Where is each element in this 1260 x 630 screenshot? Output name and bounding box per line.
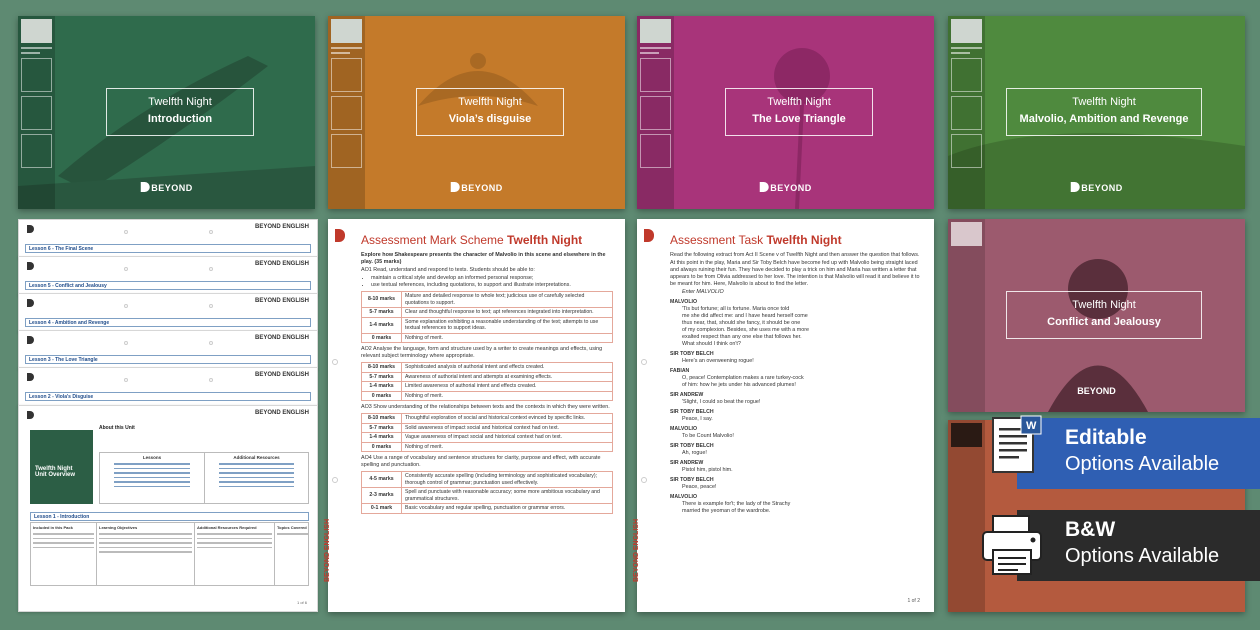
lesson1-table: Included in this Pack Learning Objectives Additional Resources Required Topics Covered xyxy=(30,522,309,586)
lesson-card[interactable]: BEYOND ENGLISH Lesson 3 - The Love Triangle xyxy=(18,330,318,370)
svg-text:W: W xyxy=(1026,420,1037,432)
lessons-resources-grid: Lessons Additional Resources xyxy=(99,452,309,504)
beyond-logo-icon xyxy=(335,229,345,242)
slide-title: Twelfth Night xyxy=(458,96,522,108)
beyond-logo: BEYOND xyxy=(450,182,503,193)
beyond-logo: BEYOND xyxy=(140,182,193,193)
slide-title: Twelfth Night xyxy=(148,96,212,108)
unit-overview-page[interactable]: BEYOND ENGLISH Twelfth Night Unit Overview About this Unit Lessons Additional Resources Lesson 1 - Introduction Included in this Pack Learning Objectives Additional Resources Required Topics Covered 1 of 6 xyxy=(18,405,318,612)
ao4-table: 4-5 marks Consistently accurate spelling (including terminology and sophisticated vocabulary); thorough control of grammar; punctuation used effectively. 2-3 marks Spell and punctuate with reasonable accuracy; some more ambitious vocabulary and grammatical structures. 0-1 mark Basic vocabulary and regular spelling, punctuation or grammar errors. xyxy=(361,471,613,514)
about-unit: About this Unit xyxy=(99,425,135,431)
lesson-card[interactable]: BEYOND ENGLISH Lesson 6 - The Final Scene xyxy=(18,219,318,259)
slide-title-box xyxy=(106,88,254,136)
lesson-card[interactable]: BEYOND ENGLISH Lesson 5 - Conflict and Jealousy xyxy=(18,256,318,296)
slide-title-box xyxy=(1006,88,1202,136)
word-document-icon xyxy=(987,412,1047,484)
slide-title: Twelfth Night xyxy=(1072,96,1136,108)
beyond-logo: BEYOND xyxy=(1070,182,1123,193)
ao1-table: 8-10 marks Mature and detailed response to whole text; judicious use of carefully selected quotations to support. 5-7 marks Clear and thoughtful response to text; apt references integrated into interpretation. 1-4 marks Some explanation exhibiting a reasonable understanding of the text; attempts to use textual references to support ideas. 0 marks Nothing of merit. xyxy=(361,291,613,343)
lesson-card[interactable]: BEYOND ENGLISH Lesson 4 - Ambition and Revenge xyxy=(18,293,318,333)
slide-violas-disguise[interactable] xyxy=(328,16,625,209)
bw-sublabel: Options Available xyxy=(1065,545,1220,567)
slide-love-triangle[interactable] xyxy=(637,16,934,209)
bw-label: B&W xyxy=(1065,518,1116,541)
editable-options-badge xyxy=(1017,418,1260,489)
lesson1-header: Lesson 1 - Introduction xyxy=(30,512,309,521)
editable-label: Editable xyxy=(1065,426,1147,449)
lesson-plan-stack xyxy=(18,219,318,612)
unit-overview-thumbnail: Twelfth Night Unit Overview xyxy=(30,430,93,504)
mark-scheme-content: Explore how Shakespeare presents the character of Malvolio in this scene and elsewhere in the play. (35 marks) AO1 Read, understand and respond to texts. Students should be able to: • maintain a critical style and develop an informed personal response; • use textual references, including quotations, to support and illustrate interpretations. 8-10 marks Mature and detailed response to whole text; judicious use of carefully selected quotations to support. 5-7 marks Clear and thoughtful response to text; apt references integrated into interpretation. 1-4 marks Some explanation exhibiting a reasonable understanding of the text; attempts to use textual references to support ideas. 0 marks Nothing of merit. AO2 Analyse the language, form and structure used by a writer to create meanings and effects, using relevant subject terminology where appropriate. 8-10 marks Sophisticated analysis of authorial intent and effects created. 5-7 marks Awareness of authorial intent and attempts at examining effects. 1-4 marks Limited awareness of authorial intent and effects created. 0 marks Nothing of merit. AO3 Show understanding of the relationships between texts and the contexts in which they were written. 8-10 marks Thoughtful exploration of social and historical context evinced by specific links. 5-7 marks Solid awareness of impact social and historical context had on text. 1-4 marks Vague awareness of impact social and historical context had on text. 0 marks Nothing of merit. AO4 Use a range of vocabulary and sentence structures for clarity, purpose and effect, with accurate spelling and punctuation. 4-5 marks Consistently accurate spelling (including terminology and sophisticated vocabulary); thorough control of grammar; punctuation used effectively. 2-3 marks Spell and punctuate with reasonable accuracy; some more ambitious vocabulary and grammatical structures. 0-1 mark Basic vocabulary and regular spelling, punctuation or grammar errors. xyxy=(361,252,613,517)
slide-subtitle: Malvolio, Ambition and Revenge xyxy=(1019,113,1189,125)
assessment-task-document[interactable]: BEYOND ENGLISH Assessment Task Twelfth Night Read the following extract from Act II Scene v of Twelfth Night and then answer the question that follows. At this point in the play, Maria and Sir Toby Belch have become fed up with Malvolio being straight laced and always ruining their fun. They have decided to play a trick on him and Maria has written a letter that appears to be from Olivia addressed to her love. The intention is that Malvolio will read it and believe it to be meant for him. Here, Malvolio is about to find the letter. Enter MALVOLIO MALVOLIO 'Tis but fortune; all is fortune. Maria once told me she did affect me: and I have heard herself come thus near, that, should she fancy, it should be one of my complexion. Besides, she uses me with a more exalted respect than any one else that follows her. What should I think on't? SIR TOBY BELCH Here's an overweening rogue! FABIAN O, peace! Contemplation makes a rare turkey-cock of him: how he jets under his advanced plumes! SIR ANDREW 'Slight, I could so beat the rogue! SIR TOBY BELCH Peace, I say. MALVOLIO To be Count Malvolio! SIR TOBY BELCH Ah, rogue! SIR ANDREW Pistol him, pistol him. SIR TOBY BELCH Peace, peace! MALVOLIO There is example for't; the lady of the Strachy married the yeoman of the wardrobe. 1 of 2 xyxy=(637,219,934,612)
slide-malvolio[interactable] xyxy=(948,16,1245,209)
slide-sidebar xyxy=(948,16,985,209)
slide-subtitle: Introduction xyxy=(147,113,213,125)
slide-title: Twelfth Night xyxy=(767,96,831,108)
slide-title-box xyxy=(416,88,564,136)
ao3-table: 8-10 marks Thoughtful exploration of social and historical context evinced by specific links. 5-7 marks Solid awareness of impact social and historical context had on text. 1-4 marks Vague awareness of impact social and historical context had on text. 0 marks Nothing of merit. xyxy=(361,413,613,452)
editable-sublabel: Options Available xyxy=(1065,453,1220,475)
document-title: Assessment Task Twelfth Night xyxy=(670,233,842,247)
bw-options-badge xyxy=(1017,510,1260,581)
slide-title-box xyxy=(725,88,873,136)
slide-sidebar xyxy=(18,16,55,209)
slide-title-box: Twelfth Night Conflict and Jealousy xyxy=(1006,291,1202,339)
printer-icon xyxy=(979,514,1049,578)
slide-subtitle: The Love Triangle xyxy=(752,113,846,125)
slide-sidebar xyxy=(328,16,365,209)
beyond-logo: BEYOND xyxy=(1077,386,1116,396)
document-title: Assessment Mark Scheme Twelfth Night xyxy=(361,233,583,247)
lesson-card[interactable]: BEYOND ENGLISH Lesson 2 - Viola's Disguise xyxy=(18,367,318,407)
slide-introduction[interactable] xyxy=(18,16,315,209)
mark-scheme-document[interactable]: BEYOND ENGLISH Assessment Mark Scheme Twelfth Night Explore how Shakespeare presents the character of Malvolio in this scene and elsewhere in the play. (35 marks) AO1 Read, understand and respond to texts. Students should be able to: • maintain a critical style and develop an informed personal response; • use textual references, including quotations, to support and illustrate interpretations. 8-10 marks Mature and detailed response to whole text; judicious use of carefully selected quotations to support. 5-7 marks Clear and thoughtful response to text; apt references integrated into interpretation. 1-4 marks Some explanation exhibiting a reasonable understanding of the text; attempts to use textual references to support ideas. 0 marks Nothing of merit. AO2 Analyse the language, form and structure used by a writer to create meanings and effects, using relevant subject terminology where appropriate. 8-10 marks Sophisticated analysis of authorial intent and effects created. 5-7 marks Awareness of authorial intent and attempts at examining effects. 1-4 marks Limited awareness of authorial intent and effects created. 0 marks Nothing of merit. AO3 Show understanding of the relationships between texts and the contexts in which they were written. 8-10 marks Thoughtful exploration of social and historical context evinced by specific links. 5-7 marks Solid awareness of impact social and historical context had on text. 1-4 marks Vague awareness of impact social and historical context had on text. 0 marks Nothing of merit. AO4 Use a range of vocabulary and sentence structures for clarity, purpose and effect, with accurate spelling and punctuation. 4-5 marks Consistently accurate spelling (including terminology and sophisticated vocabulary); thorough control of grammar; punctuation used effectively. 2-3 marks Spell and punctuate with reasonable accuracy; some more ambitious vocabulary and grammatical structures. 0-1 mark Basic vocabulary and regular spelling, punctuation or grammar errors. xyxy=(328,219,625,612)
assessment-task-content: Read the following extract from Act II Scene v of Twelfth Night and then answer the question that follows. At this point in the play, Maria and Sir Toby Belch have become fed up with Malvolio being straight laced and always ruining their fun. They have decided to play a trick on him and Maria has written a letter that appears to be from Olivia addressed to her love. The intention is that Malvolio will read it and believe it to be meant for him. Here, Malvolio is about to find the letter. Enter MALVOLIO MALVOLIO 'Tis but fortune; all is fortune. Maria once told me she did affect me: and I have heard herself come thus near, that, should she fancy, it should be one of my complexion. Besides, she uses me with a more exalted respect than any one else that follows her. What should I think on't? SIR TOBY BELCH Here's an overweening rogue! FABIAN O, peace! Contemplation makes a rare turkey-cock of him: how he jets under his advanced plumes! SIR ANDREW 'Slight, I could so beat the rogue! SIR TOBY BELCH Peace, I say. MALVOLIO To be Count Malvolio! SIR TOBY BELCH Ah, rogue! SIR ANDREW Pistol him, pistol him. SIR TOBY BELCH Peace, peace! MALVOLIO There is example for't; the lady of the Strachy married the yeoman of the wardrobe. xyxy=(670,252,920,514)
slide-sidebar xyxy=(637,16,674,209)
ao2-table: 8-10 marks Sophisticated analysis of authorial intent and effects created. 5-7 marks Awareness of authorial intent and attempts at examining effects. 1-4 marks Limited awareness of authorial intent and effects created. 0 marks Nothing of merit. xyxy=(361,362,613,401)
slide-conflict-jealousy[interactable] xyxy=(948,219,1245,412)
slide-subtitle: Viola’s disguise xyxy=(448,113,532,125)
beyond-logo-icon xyxy=(644,229,654,242)
beyond-logo: BEYOND xyxy=(759,182,812,193)
